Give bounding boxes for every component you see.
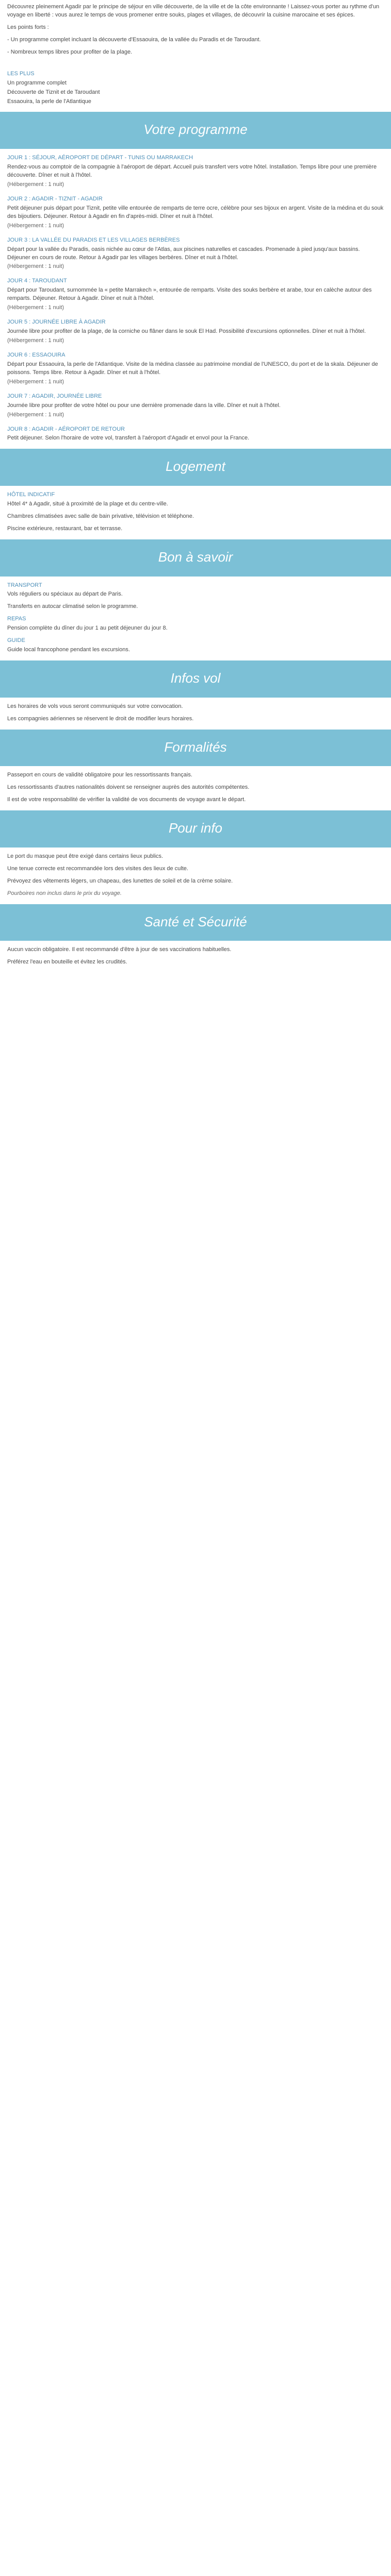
program-day: [7, 195, 384, 230]
program-day-text: Petit déjeuner. Selon l'horaire de votre vol, transfert à l'aéroport d'Agadir et envol pour la France.: [7, 435, 250, 442]
program-day: [7, 426, 384, 443]
more-info-banner: Pour info: [0, 810, 391, 848]
flight-banner: Infos vol: [0, 660, 391, 698]
good-to-know-banner: Bon à savoir: [0, 539, 391, 577]
program-day: [7, 154, 384, 189]
program-day-title: JOUR 8 : AGADIR - AÉROPORT DE RETOUR: [7, 426, 125, 432]
intro-strength-item: - Un programme complet incluant la découverte d'Essaouira, de la vallée du Paradis et de Taroudant.: [7, 36, 261, 43]
intro-strengths-label: Les points forts :: [7, 24, 49, 30]
program-day-text: Rendez-vous au comptoir de la compagnie à l'aéroport de départ. Accueil puis transfert vers votre hôtel. Installation. Temps libre pour une première découverte. Dîner et nuit à l'hôtel.: [7, 164, 377, 178]
program-day-lodging: (Hébergement : 1 nuit): [7, 263, 64, 270]
health-section: [0, 946, 391, 967]
flight-text: Les compagnies aériennes se réservent le droit de modifier leurs horaires.: [7, 715, 194, 722]
hotels-banner: Logement: [0, 449, 391, 486]
program-day-text: Départ pour la vallée du Paradis, oasis nichée au cœur de l'Atlas, aux piscines naturelles et cascades. Promenade à pied jusqu'aux bassins. Déjeuner en cours de route. Retour à Agadir par les villages berbères. Dîner et nuit à l'hôtel.: [7, 246, 360, 261]
health-text: Aucun vaccin obligatoire. Il est recommandé d'être à jour de ses vaccinations habituelles.: [7, 946, 232, 953]
intro-strength-item: - Nombreux temps libres pour profiter de la plage.: [7, 48, 133, 55]
meals-title: REPAS: [7, 616, 26, 622]
intro-section: [0, 0, 391, 66]
highlight-item: Découverte de Tiznit et de Taroudant: [7, 89, 100, 95]
program-day: [7, 318, 384, 345]
program-day-title: JOUR 2 : AGADIR - TIZNIT - AGADIR: [7, 195, 103, 202]
program-day-lodging: (Hébergement : 1 nuit): [7, 411, 64, 418]
more-info-text: Le port du masque peut être exigé dans certains lieux publics.: [7, 853, 164, 859]
hotel-title: HÔTEL INDICATIF: [7, 492, 55, 498]
flight-section: [0, 703, 391, 723]
highlight-item: Un programme complet: [7, 79, 67, 86]
highlights-section: [0, 70, 391, 106]
highlight-item: Essaouira, la perle de l'Atlantique: [7, 98, 91, 105]
program-day-lodging: (Hébergement : 1 nuit): [7, 378, 64, 385]
program-banner: Votre programme: [0, 112, 391, 149]
tips-note: Pourboires non inclus dans le prix du voyage.: [7, 890, 122, 896]
hotel-text: Chambres climatisées avec salle de bain privative, télévision et téléphone.: [7, 513, 194, 519]
highlights-title: LES PLUS: [7, 70, 35, 77]
hotel-text: Hôtel 4* à Agadir, situé à proximité de la plage et du centre-ville.: [7, 501, 168, 507]
program-day-text: Petit déjeuner puis départ pour Tiznit, petite ville entourée de remparts de terre ocre, célèbre pour ses bijoux en argent. Visite de la médina et du souk des bijoutiers. Déjeuner. Retour à Agadir en fin d'après-midi. Dîner et nuit à l'hôtel.: [7, 205, 384, 219]
page: [0, 0, 391, 986]
program-day-text: Départ pour Essaouira, la perle de l'Atlantique. Visite de la médina classée au patrimoine mondial de l'UNESCO, du port et de la skala. Déjeuner de poissons. Temps libre. Retour à Agadir. Dîner et nuit à l'hôtel.: [7, 361, 378, 376]
flight-text: Les horaires de vols vous seront communiqués sur votre convocation.: [7, 703, 183, 709]
guide-text: Guide local francophone pendant les excursions.: [7, 647, 130, 653]
formalities-text: Il est de votre responsabilité de vérifier la validité de vos documents de voyage avant le départ.: [7, 796, 246, 803]
program-section: [0, 154, 391, 443]
program-day-lodging: (Hébergement : 1 nuit): [7, 337, 64, 344]
more-info-section: [0, 853, 391, 898]
program-day-title: JOUR 5 : JOURNÉE LIBRE À AGADIR: [7, 319, 106, 326]
program-day: [7, 277, 384, 312]
program-day-lodging: (Hébergement : 1 nuit): [7, 222, 64, 229]
program-day-title: JOUR 3 : LA VALLÉE DU PARADIS ET LES VILLAGES BERBÈRES: [7, 236, 180, 243]
footer-spacer: [0, 971, 391, 986]
program-day: [7, 393, 384, 419]
program-day-title: JOUR 4 : TAROUDANT: [7, 278, 67, 284]
intro-paragraph: Découvrez pleinement Agadir par le principe de séjour en ville découverte, de la ville et de la côte environnante ! Laissez-vous porter au rythme d'un voyage en liberté : vous aurez le temps de vous promener entre souks, plages et villages, de découvrir la cuisine marocaine et ses épices.: [7, 4, 380, 18]
health-banner: Santé et Sécurité: [0, 904, 391, 941]
hotel-text: Piscine extérieure, restaurant, bar et terrasse.: [7, 525, 123, 532]
more-info-text: Une tenue correcte est recommandée lors des visites des lieux de culte.: [7, 865, 188, 872]
transport-text: Transferts en autocar climatisé selon le programme.: [7, 603, 138, 610]
transport-title: TRANSPORT: [7, 582, 42, 588]
formalities-banner: Formalités: [0, 730, 391, 767]
program-day-title: JOUR 7 : AGADIR, JOURNÉE LIBRE: [7, 393, 102, 399]
formalities-text: Passeport en cours de validité obligatoire pour les ressortissants français.: [7, 772, 192, 778]
program-day-title: JOUR 6 : ESSAOUIRA: [7, 351, 66, 358]
more-info-text: Prévoyez des vêtements légers, un chapeau, des lunettes de soleil et de la crème solaire.: [7, 877, 233, 884]
program-day-lodging: (Hébergement : 1 nuit): [7, 181, 64, 188]
program-day-text: Journée libre pour profiter de votre hôtel ou pour une dernière promenade dans la ville. Dîner et nuit à l'hôtel.: [7, 402, 281, 409]
program-day-text: Départ pour Taroudant, surnommée la « petite Marrakech », entourée de remparts. Visite des souks berbère et arabe, tour en calèche autour des remparts. Déjeuner. Retour à Agadir. Dîner et nuit à l'hôtel.: [7, 287, 372, 302]
hotel-section: [0, 491, 391, 533]
health-text: Préférez l'eau en bouteille et évitez les crudités.: [7, 959, 127, 965]
program-day: [7, 351, 384, 386]
formalities-section: [0, 771, 391, 804]
program-day-lodging: (Hébergement : 1 nuit): [7, 304, 64, 311]
transport-text: Vols réguliers ou spéciaux au départ de Paris.: [7, 591, 123, 598]
formalities-text: Les ressortissants d'autres nationalités doivent se renseigner auprès des autorités compétentes.: [7, 784, 250, 791]
meals-text: Pension complète du dîner du jour 1 au petit déjeuner du jour 8.: [7, 625, 168, 632]
program-day-text: Journée libre pour profiter de la plage, de la corniche ou flâner dans le souk El Had. Possibilité d'excursions optionnelles. Dîner et nuit à l'hôtel.: [7, 328, 366, 335]
program-day-title: JOUR 1 : SÉJOUR, AÉROPORT DE DÉPART - TUNIS OU MARRAKECH: [7, 155, 193, 161]
guide-title: GUIDE: [7, 637, 25, 644]
program-day: [7, 236, 384, 272]
good-to-know-section: [0, 582, 391, 655]
